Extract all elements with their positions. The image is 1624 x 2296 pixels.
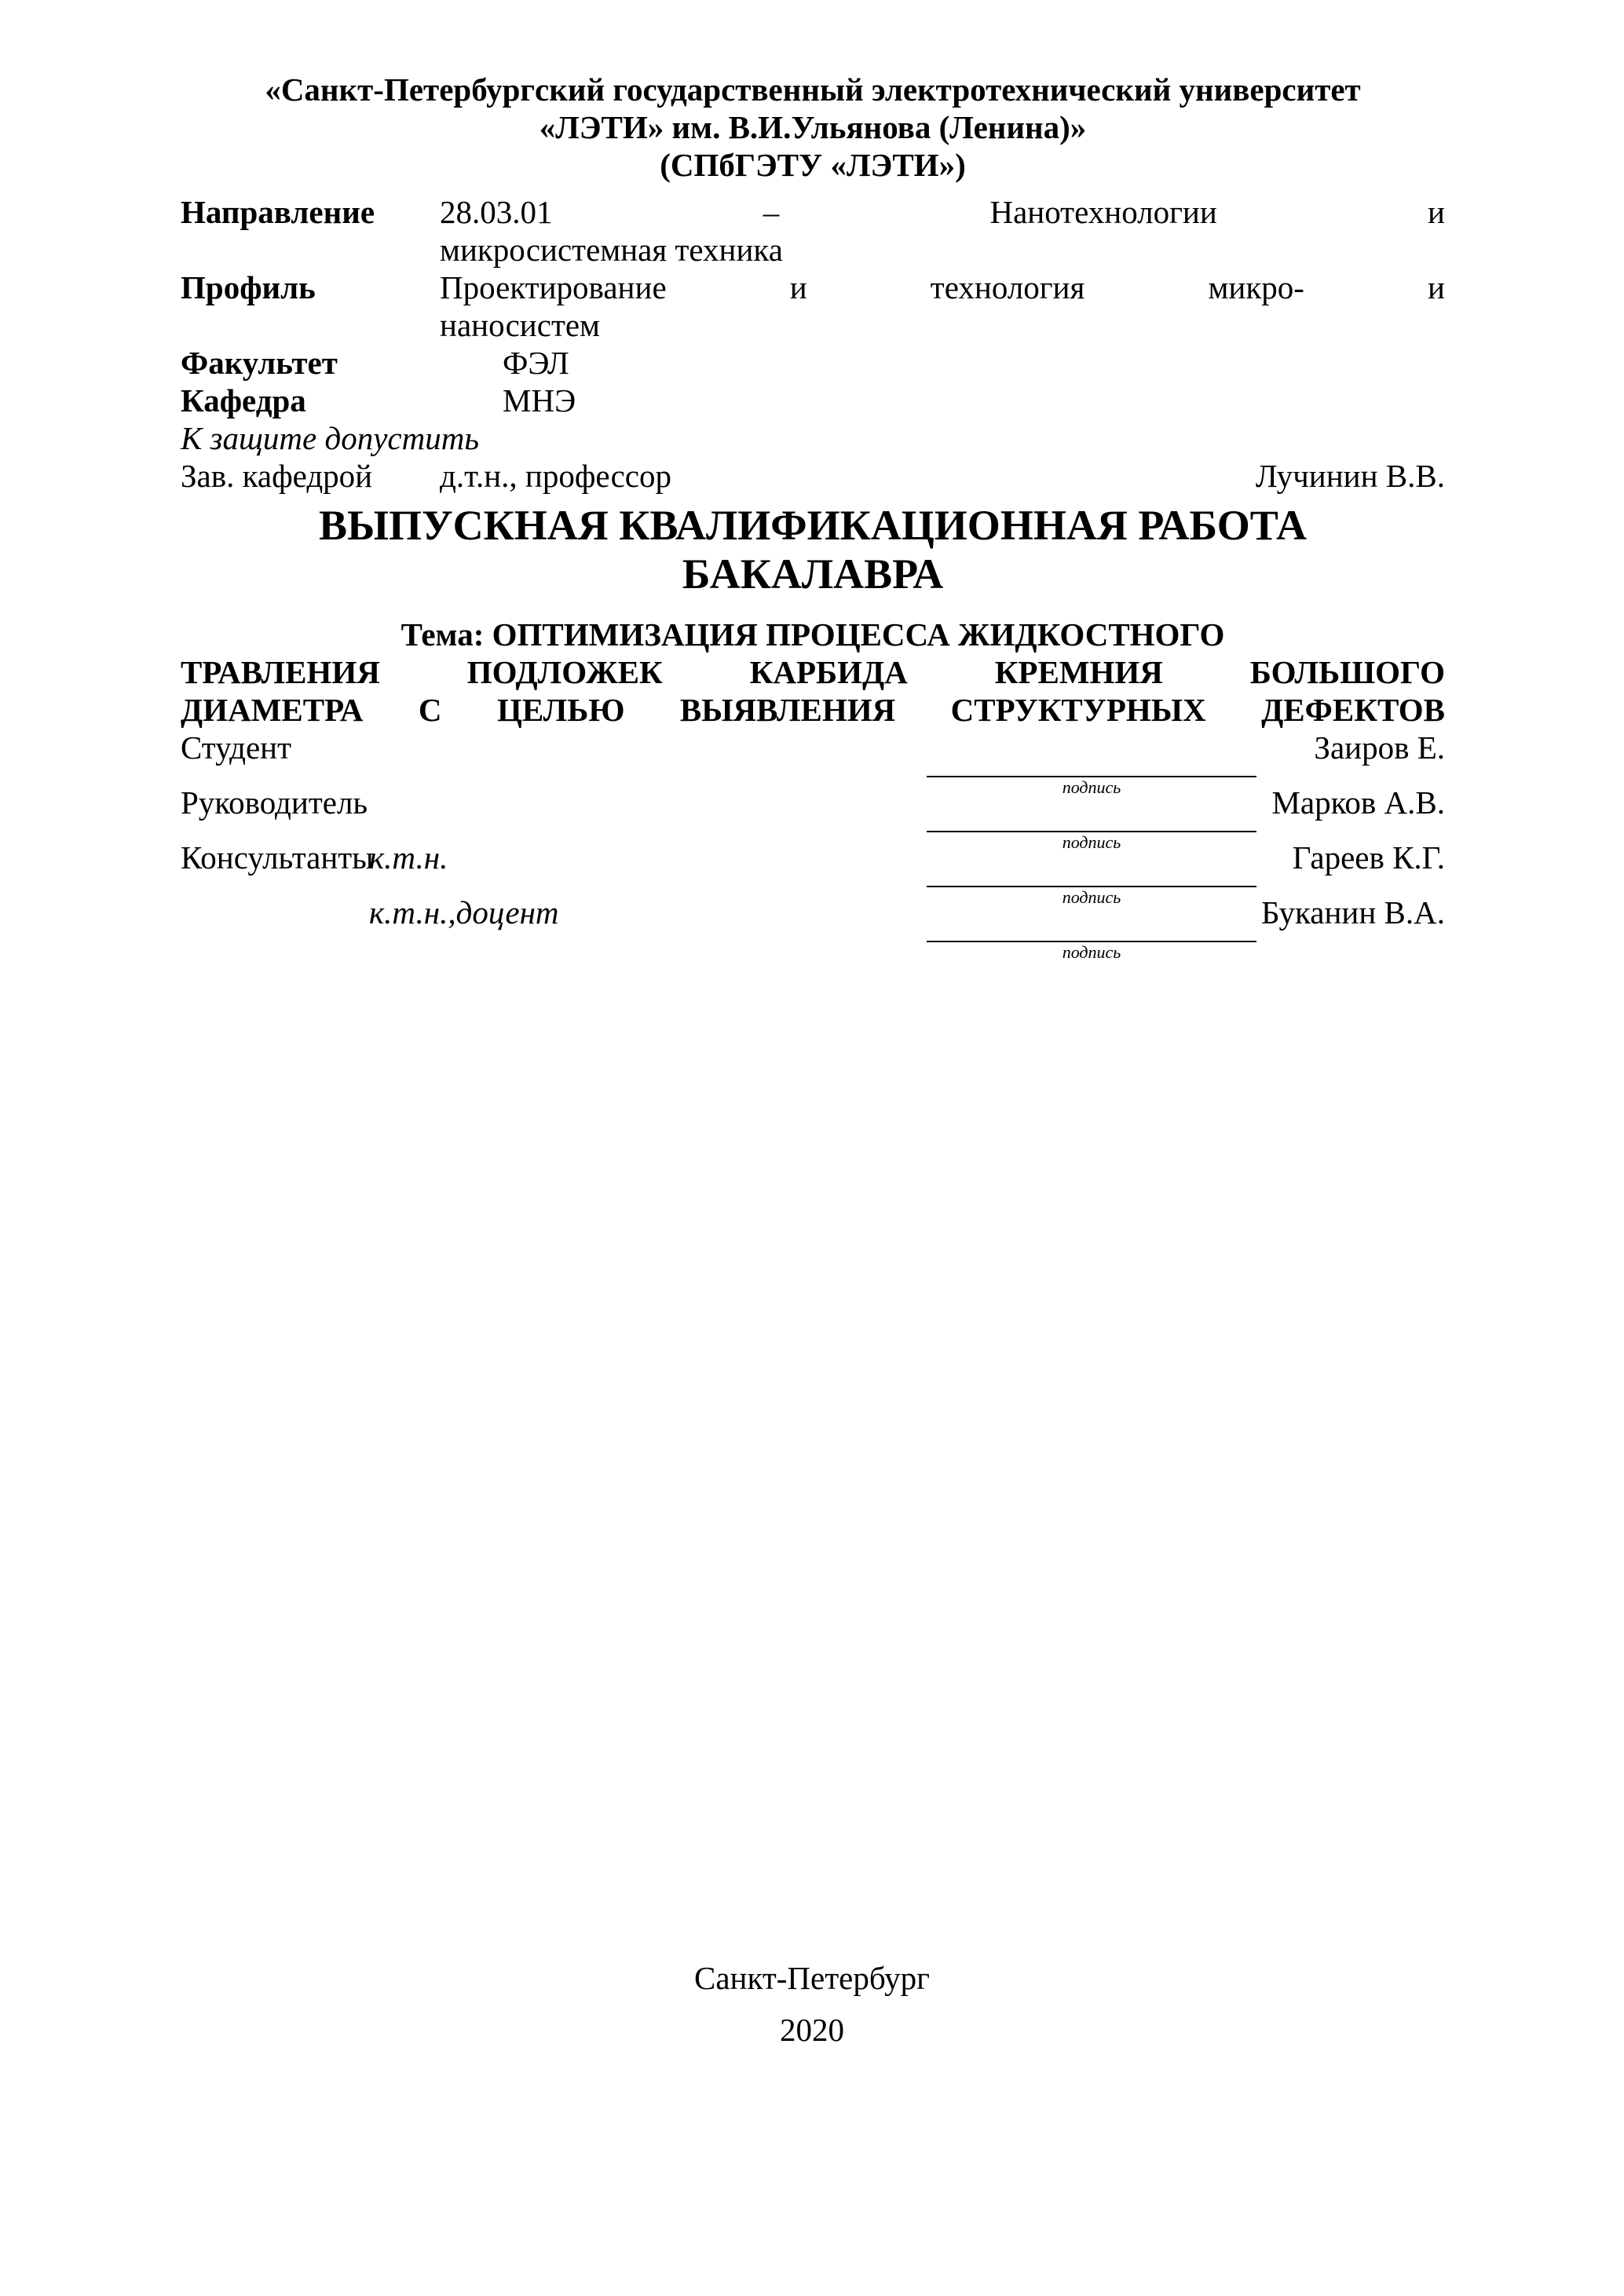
admission-block <box>181 419 1445 495</box>
admission-degree: д.т.н., профессор <box>440 458 672 494</box>
field-faculty-label: Факультет <box>181 345 338 381</box>
field-profile <box>181 269 1445 344</box>
field-profile-label: Профиль <box>181 269 316 305</box>
footer-year: 2020 <box>780 2012 844 2048</box>
field-direction-value-line-1: 28.03.01 – Нанотехнологии и <box>440 194 1445 230</box>
signature-line <box>927 839 1256 887</box>
admission-row <box>181 457 1445 495</box>
signature-role: Консультанты <box>181 839 374 876</box>
signature-caption: подпись <box>1062 832 1121 852</box>
signature-name: Заиров Е. <box>1314 729 1445 766</box>
university-name-line-1: «Санкт-Петербургский государственный электротехнический университет <box>265 71 1361 108</box>
signature-caption: подпись <box>1062 887 1121 907</box>
signature-qualification: к.т.н. <box>369 839 448 876</box>
field-direction-value-line-2: микросистемная техника <box>440 232 783 268</box>
signature-name: Марков А.В. <box>1271 784 1445 821</box>
topic-line-2: ТРАВЛЕНИЯ ПОДЛОЖЕК КАРБИДА КРЕМНИЯ БОЛЬШОГО <box>181 654 1445 690</box>
signature-role: Руководитель <box>181 784 368 821</box>
footer <box>0 1952 1624 2056</box>
field-department-value: МНЭ <box>503 382 576 419</box>
field-faculty-value: ФЭЛ <box>503 345 569 381</box>
admission-name: Лучинин В.В. <box>1255 458 1445 494</box>
signature-line <box>927 894 1256 942</box>
signature-line <box>927 729 1256 777</box>
topic-line-3: ДИАМЕТРА С ЦЕЛЬЮ ВЫЯВЛЕНИЯ СТРУКТУРНЫХ ДЕФЕКТОВ <box>181 692 1445 728</box>
field-direction-label: Направление <box>181 194 375 230</box>
page-content <box>181 71 1445 962</box>
field-faculty <box>181 344 1445 382</box>
field-profile-value-line-2: наносистем <box>440 307 600 343</box>
work-title-line-1: ВЫПУСКНАЯ КВАЛИФИКАЦИОННАЯ РАБОТА <box>318 502 1308 549</box>
admission-role-label: Зав. кафедрой <box>181 458 373 494</box>
university-name-line-2: «ЛЭТИ» им. В.И.Ульянова (Ленина)» <box>539 109 1087 145</box>
admission-note: К защите допустить <box>181 420 479 456</box>
signature-name: Буканин В.А. <box>1260 894 1445 930</box>
work-title-line-2: БАКАЛАВРА <box>682 550 944 598</box>
field-department-label: Кафедра <box>181 382 306 419</box>
signature-row-student <box>181 729 1445 797</box>
signature-qualification: к.т.н.,доцент <box>369 894 559 930</box>
signature-caption: подпись <box>1062 777 1121 797</box>
signature-row-consultant-1 <box>181 839 1445 907</box>
field-profile-value-line-1: Проектирование и технология микро- и <box>440 269 1445 305</box>
footer-city: Санкт-Петербург <box>694 1960 930 1996</box>
field-direction <box>181 193 1445 269</box>
field-profile-value <box>440 269 1445 344</box>
university-abbreviation: (СПбГЭТУ «ЛЭТИ») <box>660 147 966 183</box>
signatures-block <box>181 729 1445 962</box>
program-fields <box>181 193 1445 419</box>
university-header <box>181 71 1445 184</box>
topic-block <box>181 616 1445 729</box>
signature-role: Студент <box>181 729 292 766</box>
signature-field <box>927 894 1256 963</box>
signature-role <box>181 894 369 963</box>
signature-row-consultant-2 <box>181 894 1445 962</box>
field-direction-value <box>440 193 1445 269</box>
work-title <box>181 501 1445 598</box>
signature-row-supervisor <box>181 784 1445 852</box>
signature-caption: подпись <box>1062 942 1121 962</box>
signature-line <box>927 784 1256 832</box>
field-department <box>181 382 1445 419</box>
topic-line-1: Тема: ОПТИМИЗАЦИЯ ПРОЦЕССА ЖИДКОСТНОГО <box>401 616 1225 653</box>
signature-name: Гареев К.Г. <box>1292 839 1445 876</box>
